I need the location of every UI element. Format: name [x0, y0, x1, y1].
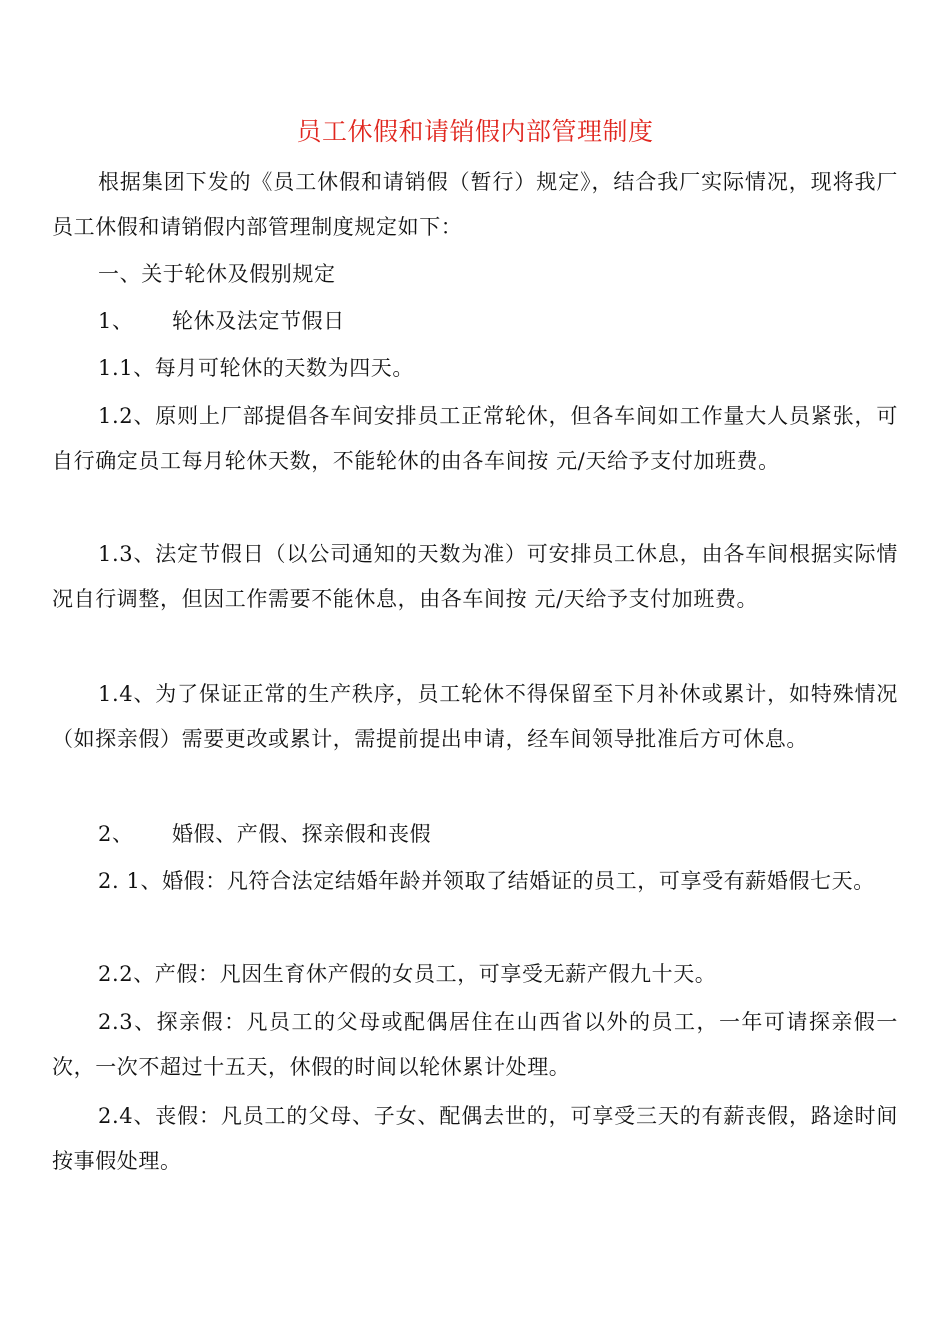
- subsection-1-heading: [98, 299, 345, 344]
- paragraph-1-3: 1.3、法定节假日（以公司通知的天数为准）可安排员工休息，由各车间根据实际情况自行调整，但因工作需要不能休息，由各车间按 元/天给予支付加班费。: [52, 542, 898, 611]
- section-1-heading: 一、关于轮休及假别规定: [98, 262, 336, 286]
- subsection-1-title: 轮休及法定节假日: [172, 309, 345, 333]
- document-title: 员工休假和请销假内部管理制度: [296, 117, 654, 146]
- paragraph-2-3: 2.3、探亲假：凡员工的父母或配偶居住在山西省以外的员工，一年可请探亲假一次，一次不超过十五天，休假的时间以轮休累计处理。: [52, 1010, 898, 1079]
- paragraph-1-1: 1.1、每月可轮休的天数为四天。: [98, 356, 414, 380]
- subsection-2-number: 2、: [98, 822, 134, 846]
- intro-paragraph: 根据集团下发的《员工休假和请销假（暂行）规定》，结合我厂实际情况，现将我厂员工休假和请销假内部管理制度规定如下：: [52, 170, 898, 239]
- subsection-1-number: 1、: [98, 309, 134, 333]
- paragraph-1-2: 1.2、原则上厂部提倡各车间安排员工正常轮休，但各车间如工作量大人员紧张，可自行确定员工每月轮休天数，不能轮休的由各车间按 元/天给予支付加班费。: [52, 404, 898, 473]
- paragraph-2-2: 2.2、产假：凡因生育休产假的女员工，可享受无薪产假九十天。: [98, 962, 717, 986]
- paragraph-2-1: 2. 1、婚假：凡符合法定结婚年龄并领取了结婚证的员工，可享受有薪婚假七天。: [98, 869, 875, 893]
- subsection-2-title: 婚假、产假、探亲假和丧假: [172, 822, 432, 846]
- paragraph-1-4: 1.4、为了保证正常的生产秩序，员工轮休不得保留至下月补休或累计，如特殊情况（如探亲假）需要更改或累计，需提前提出申请，经车间领导批准后方可休息。: [52, 682, 898, 751]
- subsection-2-heading: [98, 812, 431, 857]
- paragraph-2-4: 2.4、丧假：凡员工的父母、子女、配偶去世的，可享受三天的有薪丧假，路途时间按事假处理。: [52, 1104, 898, 1173]
